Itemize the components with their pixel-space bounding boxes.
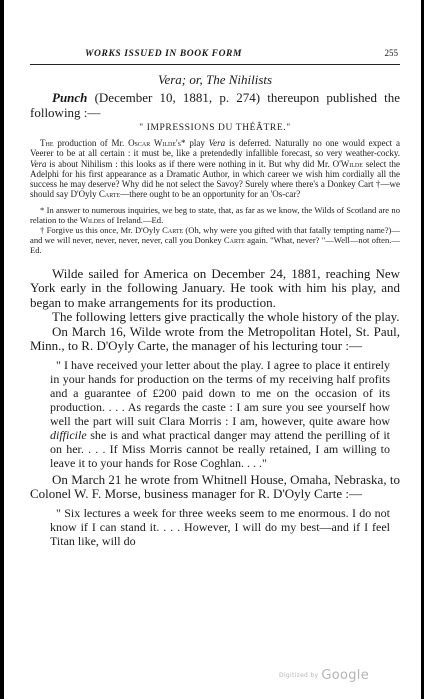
punch-excerpt: The production of Mr. Oscar Wilde's* play Vera is deferred. Naturally no one would expect a Veerer to be at all certain : it must be, like a pretendedly infallible forecast, so very weather-cocky. Vera is about Nihilism : this looks as if there were nothing in it. But why did Mr. O'Wilde select the Adelphi for his first appearance as a Dramatic Author, in which career we wish him cordially all the success he may deserve? Why did he not select the Savoy? Surely where there's a Donkey Cart †—we should say D'Oyly Carte—there ought to be an opportunity for an 'Os-car? [30, 138, 400, 200]
section-subtitle: Vera; or, The Nihilists [157, 72, 273, 87]
paragraph-letters: The following letters give practically the whole history of the play. [52, 309, 400, 325]
footnote-1: * In answer to numerous inquiries, we beg to state, that, as far as we know, the Wilds of Scotland are no relation to the Wildes of Ireland.—Ed. [30, 204, 400, 225]
google-logo-text: Google [321, 668, 369, 683]
google-watermark [279, 668, 369, 683]
scan-left-edge [0, 0, 4, 699]
punch-title: Punch [52, 90, 88, 105]
letter-quote-1: " I have received your letter about the play. I agree to place it entirely in your hands for production on the terms of my receiving half profits and a guarantee of £200 paid down to me on the occasion of its production. . . . As regards the caste : I am sure you see yourself how well the part will suit Clara Morris : I am, however, quite aware how difficile she is and what practical danger may attend the perilling of it on her. . . . If Miss Morris cannot be really retained, I am willing to leave it to your hands for Rose Coghlan. . . ." [50, 357, 390, 470]
intro-paragraph: Punch (December 10, 1881, p. 274) thereupon published the following :— [30, 90, 400, 120]
impressions-title: " IMPRESSIONS DU THÉÂTRE." [139, 123, 291, 133]
paragraph-march-16: On March 16, Wilde wrote from the Metropolitan Hotel, St. Paul, Minn., to R. D'Oyly Carte, the manager of his lecturing tour :— [30, 323, 400, 354]
running-header [85, 48, 398, 59]
running-title: WORKS ISSUED IN BOOK FORM [85, 49, 243, 59]
watermark-digitized-by: Digitized by [279, 672, 319, 679]
footnote-2: † Forgive us this once, Mr. D'Oyly Carte (Oh, why were you gifted with that fatally tempting name?)—and we will never, never, never, never, call you Donkey Carte again. "What, never? "—Well—not often.—Ed. [30, 225, 400, 255]
paragraph-sailed: Wilde sailed for America on December 24, 1881, reaching New York early in the following January. He took with him his play, and began to make arrangements for its production. [30, 265, 400, 310]
page-number: 255 [384, 48, 398, 58]
letter-quote-2: " Six lectures a week for three weeks seem to me enormous. I do not know if I can stand it. . . . However, I will do my best—and if I feel Titan like, will do [50, 505, 390, 548]
header-rule [30, 64, 400, 65]
paragraph-march-21: On March 21 he wrote from Whitnell House, Omaha, Nebraska, to Colonel W. F. Morse, business manager for R. D'Oyly Carte :— [30, 471, 400, 502]
page-body [30, 72, 400, 551]
